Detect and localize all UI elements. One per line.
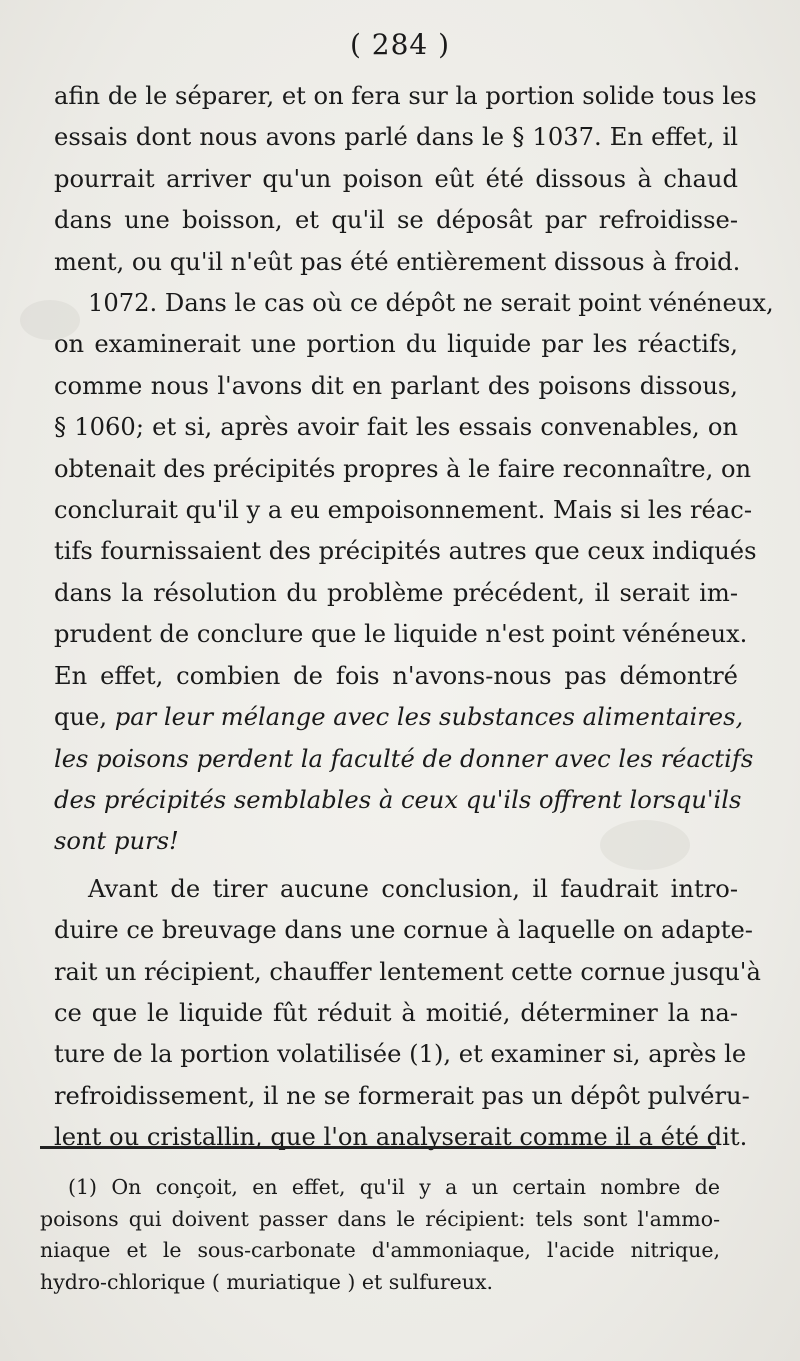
text-line: conclurait qu'il y a eu empoisonnement. Mais si les réac- — [54, 496, 753, 525]
text-line: dans une boisson, et qu'il se déposât par refroidisse- — [54, 206, 738, 235]
italic-segment: par leur mélange avec les substances alimentaires, — [114, 703, 744, 732]
paragraph-continuation — [54, 76, 757, 283]
text-line: ment, ou qu'il n'eût pas été entièrement dissous à froid. — [54, 247, 741, 276]
footnote-separator — [40, 1146, 716, 1149]
footnote — [40, 1172, 720, 1298]
text-line: Avant de tirer aucune conclusion, il faudrait intro- — [88, 874, 738, 903]
text-line: duire ce breuvage dans une cornue à laquelle on adapte- — [54, 916, 753, 945]
text-line: on examinerait une portion du liquide par les réactifs, — [54, 330, 738, 359]
text-line: 1072. Dans le cas où ce dépôt ne serait point vénéneux, — [88, 289, 774, 318]
italic-line: des précipités semblables à ceux qu'ils offrent lorsqu'ils — [54, 785, 742, 814]
text-line: § 1060; et si, après avoir fait les essais convenables, on — [54, 413, 738, 442]
main-text — [54, 76, 774, 1159]
text-line: tifs fournissaient des précipités autres que ceux indiqués — [54, 537, 757, 566]
text-line: afin de le séparer, et on fera sur la portion solide tous les — [54, 82, 757, 110]
footnote-line: niaque et le sous-carbonate d'ammoniaque, l'acide nitrique, — [40, 1238, 720, 1262]
text-line-mixed — [54, 697, 744, 738]
text-line: refroidissement, il ne se formerait pas un dépôt pulvéru- — [54, 1081, 750, 1110]
footnote-line: (1) On conçoit, en effet, qu'il y a un certain nombre de — [68, 1175, 720, 1199]
text-line: pourrait arriver qu'un poison eût été dissous à chaud — [54, 164, 738, 193]
text-segment: que, — [54, 703, 115, 732]
footnote-line: hydro-chlorique ( muriatique ) et sulfureux. — [40, 1269, 494, 1294]
text-line: essais dont nous avons parlé dans le § 1037. En effet, il — [54, 123, 738, 152]
page-number: ( 284 ) — [349, 28, 451, 61]
paragraph-1072 — [54, 283, 774, 863]
italic-line: sont purs! — [54, 827, 179, 856]
text-line: dans la résolution du problème précédent, il serait im- — [54, 578, 738, 607]
paragraph-conclusion — [54, 869, 761, 1159]
text-line: ture de la portion volatilisée (1), et examiner si, après le — [54, 1040, 747, 1069]
italic-line: les poisons perdent la faculté de donner avec les réactifs — [54, 744, 754, 773]
text-line: comme nous l'avons dit en parlant des poisons dissous, — [54, 371, 738, 400]
text-line: ce que le liquide fût réduit à moitié, déterminer la na- — [54, 998, 738, 1027]
text-line: lent ou cristallin, que l'on analyserait comme il a été dit. — [54, 1123, 748, 1152]
text-line: obtenait des précipités propres à le faire reconnaître, on — [54, 454, 752, 483]
text-line: rait un récipient, chauffer lentement cette cornue jusqu'à — [54, 957, 761, 986]
text-line: En effet, combien de fois n'avons-nous pas démontré — [54, 661, 738, 690]
text-line: prudent de conclure que le liquide n'est point vénéneux. — [54, 620, 748, 649]
footnote-line: poisons qui doivent passer dans le récipient: tels sont l'ammo- — [40, 1206, 720, 1231]
